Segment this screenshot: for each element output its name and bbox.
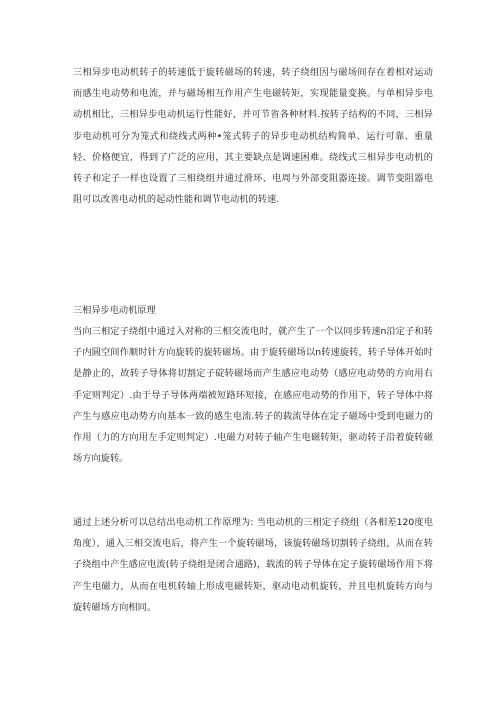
document-page xyxy=(73,62,433,613)
principle-paragraph: 当向三相定子绕组中通过入对称的三相交流电时，就产生了一个以同步转速n沿定子和转子内圆空间作顺时针方向旋转的旋转磁场。由于旋转磁场以n转速旋转，转子导体开始时是静止的，故转子导体将切割定子碇转磁场而产生感应电动势（感应电动势的方向用右手定则判定）.由于导子导体两端被短路环短接，在感应电动势的作用下，转子导体中将产生与感应电动势方向基本一致的感生电流.转子的载流导体在定子磁场中受到电磁力的作用（力的方向用左手定则判定）.电磁力对转子轴产生电磁转矩，驱动转子沿着旋转磁场方向旋转。 xyxy=(73,326,433,465)
section-heading: 三相异步电动机原理 xyxy=(73,305,156,316)
summary-paragraph: 通过上述分析可以总结出电动机工作原理为: 当电动机的三相定子绕组（各相差120度电角度），通入三相交流电后，将产生一个旋转磁场，该旋转磁场切割转子绕组，从而在转子绕组中产生感应电流(转子绕组是闭合通路)，载流的转子导体在定子旋转磁场作用下将产生电磁力，从而在电机转轴上形成电磁转矩，驱动电动机旋转，并且电机旋转方向与旋转磁场方向相同。 xyxy=(73,517,433,613)
intro-paragraph: 三相异步电动机转子的转速低于旋转磁场的转速，转子绕组因与磁场间存在着相对运动而感生电动势和电流，并与磁场相互作用产生电磁转矩，实现能量变换。与单相异步电动机相比，三相异步电动机运行性能好，并可节省各种材料.按转子结构的不同，三相异步电动机可分为笼式和绕线式两种•笼式转子的异步电动机结构简单、运行可靠、重量轻、价格便宜，得到了广泛的应用，其主要缺点是调速困难。绕线式三相异步电动机的转子和定子一样也设置了三相绕组并通过滑环、电周与外部变阻器连接。调节变阻器电阻可以改善电动机的起动性能和调节电动机的转速. xyxy=(73,67,433,206)
